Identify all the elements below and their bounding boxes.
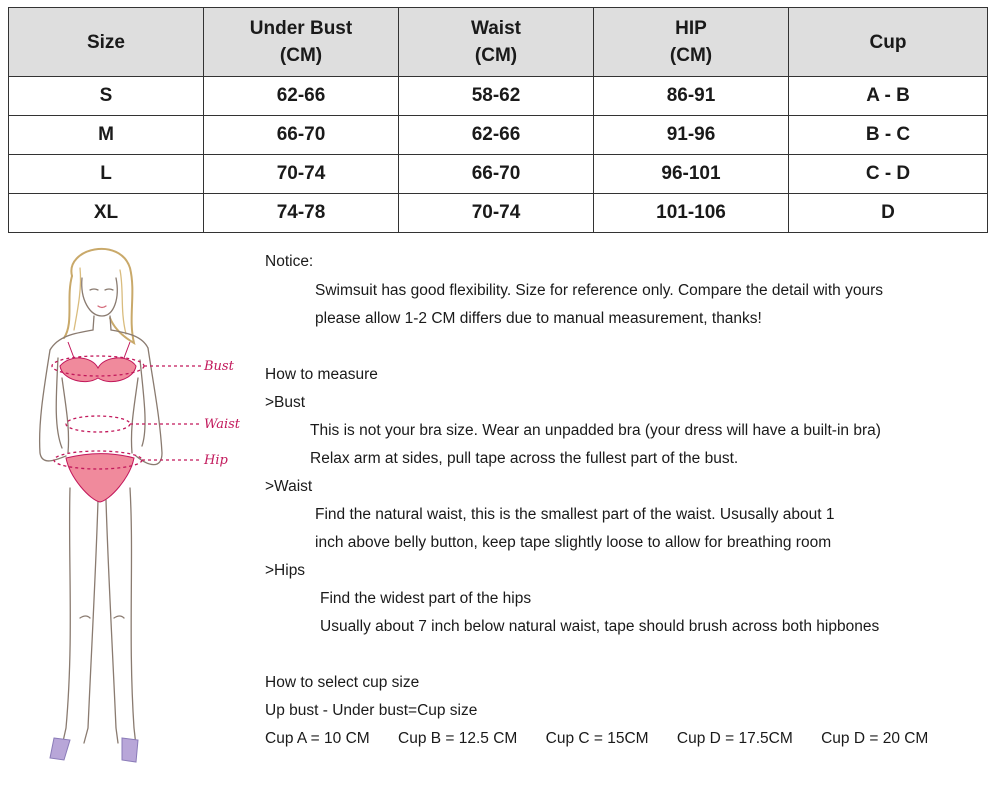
cell-hip: 101-106: [594, 194, 789, 233]
table-header-row: [9, 8, 988, 77]
cell-cup: D: [789, 194, 988, 233]
header-waist: [399, 8, 594, 77]
body-measurement-illustration: [10, 238, 260, 788]
cup-size-formula: Up bust - Under bust=Cup size: [265, 702, 478, 719]
header-label: Size: [86, 31, 126, 53]
how-to-measure-title: How to measure: [265, 366, 378, 383]
waist-label: Waist: [204, 417, 241, 432]
cup-item: Cup D = 20 CM: [821, 730, 929, 747]
notice-line-2: please allow 1-2 CM differs due to manual measurement, thanks!: [315, 310, 762, 327]
table-row: [9, 77, 988, 116]
table-row: [9, 155, 988, 194]
bust-label: Bust: [204, 359, 234, 374]
cell-size: XL: [9, 194, 204, 233]
cell-cup: B - C: [789, 116, 988, 155]
waist-line-1: Find the natural waist, this is the smallest part of the waist. Ususally about 1: [315, 506, 835, 523]
header-cup: [789, 8, 988, 77]
hips-line-2: Usually about 7 inch below natural waist, tape should brush across both hipbones: [320, 618, 880, 635]
cup-item: Cup A = 10 CM: [265, 730, 370, 747]
size-chart-table: [8, 7, 988, 233]
cell-under-bust: 70-74: [204, 155, 399, 194]
cup-item: Cup C = 15CM: [545, 730, 649, 747]
notice-line-1: Swimsuit has good flexibility. Size for reference only. Compare the detail with yours: [315, 282, 884, 299]
header-label: Cup: [869, 31, 907, 53]
header-label: HIP: [675, 18, 707, 39]
bust-heading: >Bust: [265, 394, 306, 411]
cell-waist: 66-70: [399, 155, 594, 194]
cell-waist: 58-62: [399, 77, 594, 116]
cell-size: L: [9, 155, 204, 194]
cell-hip: 91-96: [594, 116, 789, 155]
header-label: Waist: [471, 18, 521, 39]
cell-cup: A - B: [789, 77, 988, 116]
cup-item: Cup D = 17.5CM: [676, 730, 793, 747]
cell-size: S: [9, 77, 204, 116]
notice-title: Notice:: [265, 253, 314, 270]
cup-size-list: [265, 730, 952, 748]
table-row: [9, 116, 988, 155]
cell-hip: 96-101: [594, 155, 789, 194]
cell-waist: 70-74: [399, 194, 594, 233]
waist-line-2: inch above belly button, keep tape slightly loose to allow for breathing room: [315, 534, 832, 551]
cup-item: Cup B = 12.5 CM: [398, 730, 518, 747]
cell-waist: 62-66: [399, 116, 594, 155]
bust-line-1: This is not your bra size. Wear an unpadded bra (your dress will have a built-in bra): [310, 422, 881, 439]
hip-label: Hip: [204, 453, 228, 468]
hips-line-1: Find the widest part of the hips: [320, 590, 532, 607]
waist-heading: >Waist: [265, 478, 313, 495]
header-unit: (CM): [669, 45, 713, 66]
hips-heading: >Hips: [265, 562, 306, 579]
cell-under-bust: 74-78: [204, 194, 399, 233]
header-hip: [594, 8, 789, 77]
cup-size-title: How to select cup size: [265, 674, 420, 691]
bust-line-2: Relax arm at sides, pull tape across the fullest part of the bust.: [310, 450, 739, 467]
header-unit: (CM): [474, 45, 518, 66]
header-size: [9, 8, 204, 77]
header-under-bust: [204, 8, 399, 77]
header-unit: (CM): [279, 45, 323, 66]
cell-size: M: [9, 116, 204, 155]
cell-under-bust: 62-66: [204, 77, 399, 116]
cell-under-bust: 66-70: [204, 116, 399, 155]
woman-figure-drawing: [10, 238, 260, 788]
header-label: Under Bust: [249, 18, 353, 39]
cell-hip: 86-91: [594, 77, 789, 116]
cell-cup: C - D: [789, 155, 988, 194]
table-row: [9, 194, 988, 233]
